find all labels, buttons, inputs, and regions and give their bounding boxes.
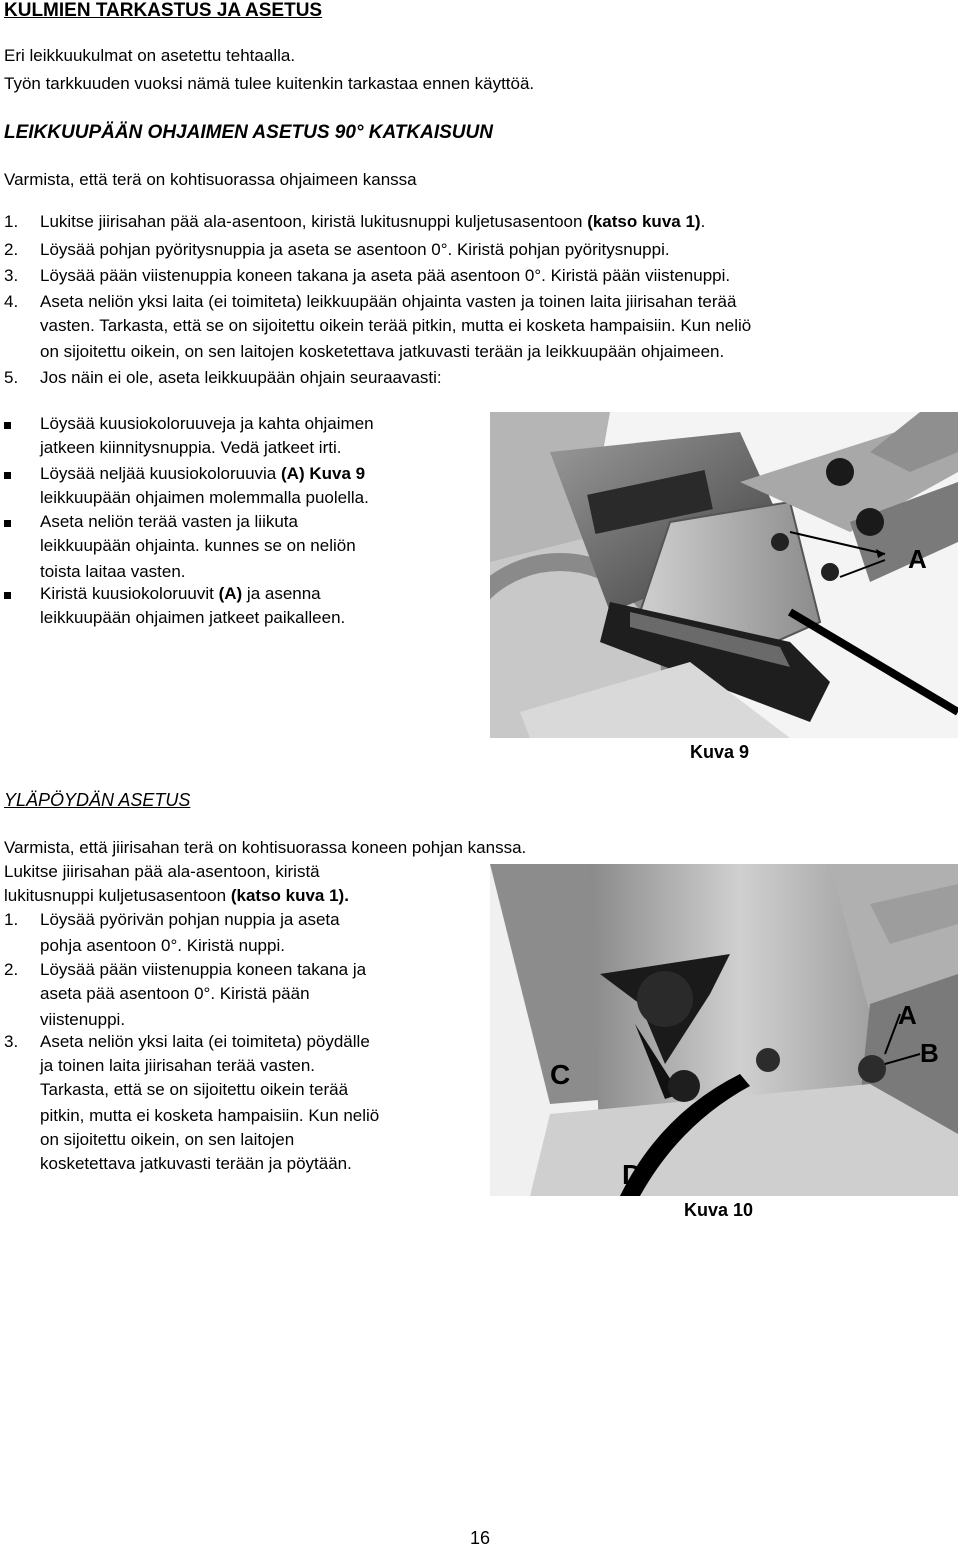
step-text: on sijoitettu oikein, on sen laitojen kosketettava jatkuvasti terään ja leikkuupään ohjaimeen. (40, 342, 725, 361)
intro-line-1: Eri leikkuukulmat on asetettu tehtaalla. (4, 46, 296, 65)
step-number: 4. (4, 292, 19, 311)
figure-label-b: B (920, 1038, 939, 1068)
step-text: Löysää pohjan pyöritysnuppia ja aseta se asentoon 0°. Kiristä pohjan pyöritysnuppi. (40, 240, 670, 259)
step-5 (0, 368, 960, 392)
figure-label-a: A (898, 1000, 917, 1030)
miter-saw-table-image (490, 864, 958, 1196)
figure-9-caption: Kuva 9 (690, 742, 750, 762)
step-4 (0, 292, 960, 372)
table-intro-2: Lukitse jiirisahan pää ala-asentoon, kiristä (4, 862, 320, 881)
table-intro-3: lukitusnuppi kuljetusasentoon (katso kuva 1). (4, 886, 349, 905)
step-text: Jos näin ei ole, aseta leikkuupään ohjain seuraavasti: (40, 368, 442, 387)
figure-9-photo (490, 412, 958, 738)
section-title-fence: LEIKKUUPÄÄN OHJAIMEN ASETUS 90° KATKAISUUN (4, 122, 493, 143)
step-number: 5. (4, 368, 19, 387)
figure-10-photo (490, 864, 958, 1196)
section-title-table: YLÄPÖYDÄN ASETUS (4, 790, 191, 810)
table-step-1: 1. Löysää pyörivän pohjan nuppia ja aseta pohja asentoon 0°. Kiristä nuppi. (4, 910, 340, 955)
step-3 (0, 266, 960, 290)
figure-label-c: C (550, 1059, 571, 1090)
bullet-item: Löysää neljää kuusiokoloruuvia (A) Kuva 9 leikkuupään ohjaimen molemmalla puolella. (0, 464, 480, 514)
bullet-icon (4, 472, 11, 479)
step-text: Löysää pään viistenuppia koneen takana ja aseta pää asentoon 0°. Kiristä pään viistenuppi. (40, 266, 731, 285)
step-number: 3. (4, 266, 19, 285)
step-text: vasten. Tarkasta, että se on sijoitettu oikein terää pitkin, mutta ei kosketa hampaisiin. Kun neliö (40, 316, 752, 335)
step-reference: (katso kuva 1) (587, 212, 701, 231)
step-1: 1. Lukitse jiirisahan pää ala-asentoon, kiristä lukitusnuppi kuljetusasentoon (katso kuva 1). (4, 212, 706, 231)
fence-intro: Varmista, että terä on kohtisuorassa ohjaimeen kanssa (4, 170, 417, 189)
figure-label-a: A (908, 544, 927, 574)
table-step-2: 2. Löysää pään viistenuppia koneen takana ja aseta pää asentoon 0°. Kiristä pään viistenuppi. (4, 960, 367, 1029)
table-step-3: 3. Aseta neliön yksi laita (ei toimiteta) pöydälle ja toinen laita jiirisahan terää vasten. Tarkasta, että se on sijoitettu oikein terää pitkin, mutta ei kosketa hampaisiin. Kun neliö on sijoitettu oikein, on sen laitojen kosketettava jatkuvasti terään ja pöytään. (4, 1032, 380, 1173)
miter-saw-fence-image (490, 412, 958, 738)
bullet-icon (4, 422, 11, 429)
figure-label-d: D (622, 1159, 643, 1190)
step-2 (0, 240, 960, 264)
bullet-icon (4, 520, 11, 527)
table-intro-1: Varmista, että jiirisahan terä on kohtisuorassa koneen pohjan kanssa. (4, 838, 527, 857)
step-number: 1. (4, 212, 19, 231)
bullet-item: Löysää kuusiokoloruuveja ja kahta ohjaimen jatkeen kiinnitysnuppia. Vedä jatkeet irti. (0, 414, 480, 464)
section-title-angles: KULMIEN TARKASTUS JA ASETUS (4, 0, 323, 21)
figure-10-caption: Kuva 10 (684, 1200, 754, 1220)
bullet-item: Kiristä kuusiokoloruuvit (A) ja asenna leikkuupään ohjaimen jatkeet paikalleen. (0, 584, 480, 634)
bullet-icon (4, 592, 11, 599)
step-text: Lukitse jiirisahan pää ala-asentoon, kiristä lukitusnuppi kuljetusasentoon (40, 212, 583, 231)
page-number: 16 (470, 1528, 491, 1548)
intro-line-2: Työn tarkkuuden vuoksi nämä tulee kuitenkin tarkastaa ennen käyttöä. (4, 74, 535, 93)
step-number: 2. (4, 240, 19, 259)
step-text: Aseta neliön yksi laita (ei toimiteta) leikkuupään ohjainta vasten ja toinen laita jiirisahan terää (40, 292, 737, 311)
bullet-item: Aseta neliön terää vasten ja liikuta leikkuupään ohjainta. kunnes se on neliön toista laitaa vasten. (0, 512, 480, 586)
